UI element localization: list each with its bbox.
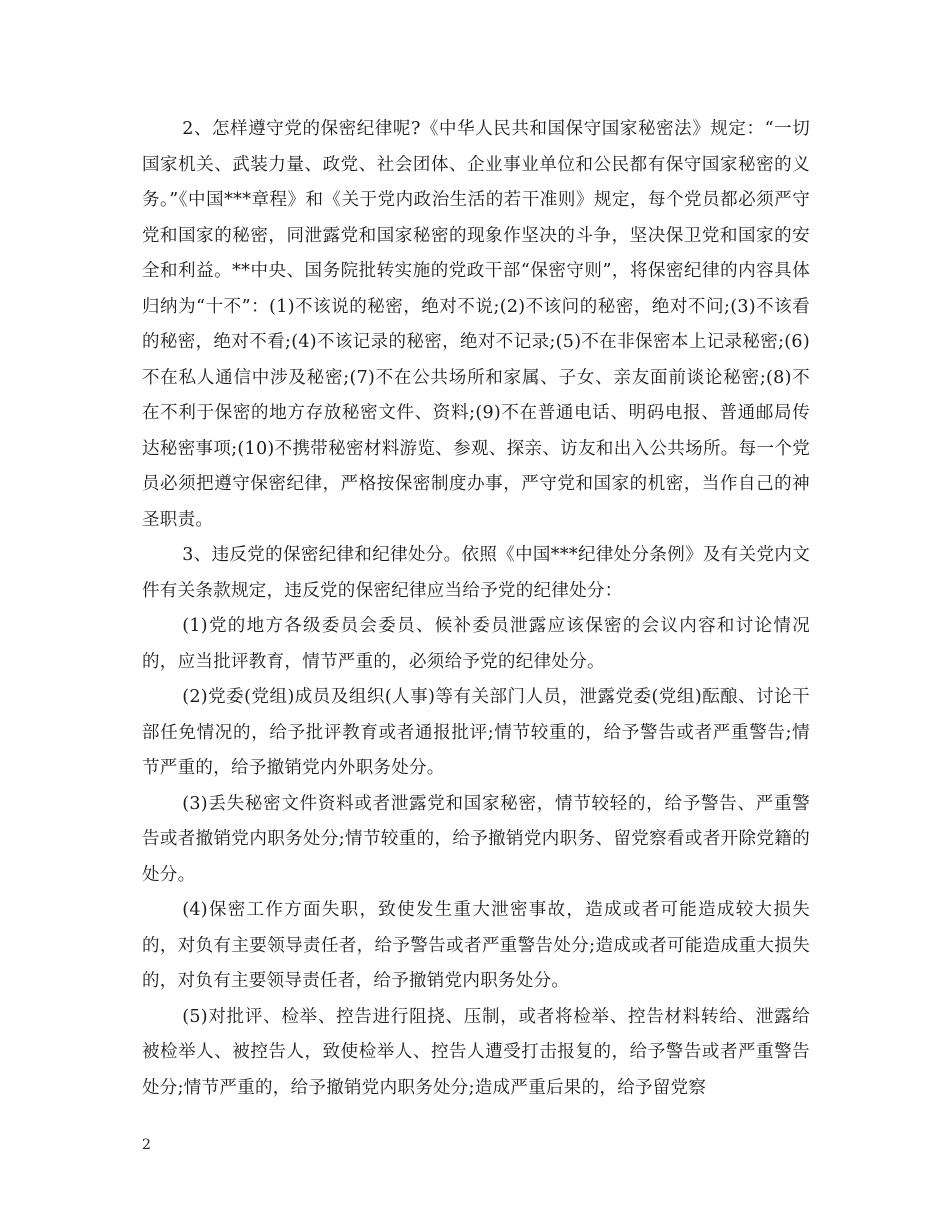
paragraph-violation-discipline: 3、违反党的保密纪律和纪律处分。依照《中国***纪律处分条例》及有关党内文件有关条款规定，违反党的保密纪律应当给予党的纪律处分： — [142, 545, 810, 601]
paragraph-item-3: (3)丢失秘密文件资料或者泄露党和国家秘密，情节较轻的，给予警告、严重警告或者撤销党内职务处分;情节较重的，给予撤销党内职务、留党察看或者开除党籍的处分。 — [142, 793, 810, 885]
paragraph-item-1: (1)党的地方各级委员会委员、候补委员泄露应该保密的会议内容和讨论情况的，应当批评教育，情节严重的，必须给予党的纪律处分。 — [142, 616, 810, 672]
paragraph-item-2: (2)党委(党组)成员及组织(人事)等有关部门人员，泄露党委(党组)酝酿、讨论干部任免情况的，给予批评教育或者通报批评;情节较重的，给予警告或者严重警告;情节严重的，给予撤销党内外职务处分。 — [142, 687, 810, 778]
document-body — [142, 112, 810, 1106]
page-number: 2 — [142, 1137, 151, 1153]
paragraph-item-4: (4)保密工作方面失职，致使发生重大泄密事故，造成或者可能造成较大损失的，对负有主要领导责任者，给予警告或者严重警告处分;造成或者可能造成重大损失的，对负有主要领导责任者，给予撤销党内职务处分。 — [142, 900, 810, 991]
paragraph-item-5: (5)对批评、检举、控告进行阻挠、压制，或者将检举、控告材料转给、泄露给被检举人、被控告人，致使检举人、控告人遭受打击报复的，给予警告或者严重警告处分;情节严重的，给予撤销党内职务处分;造成严重后果的，给予留党察 — [142, 1006, 810, 1098]
paragraph-confidentiality-rules: 2、怎样遵守党的保密纪律呢?《中华人民共和国保守国家秘密法》规定：“一切国家机关、武装力量、政党、社会团体、企业事业单位和公民都有保守国家秘密的义务。”《中国***章程》和《关于党内政治生活的若干准则》规定，每个党员都必须严守党和国家的秘密，同泄露党和国家秘密的现象作坚决的斗争，坚决保卫党和国家的安全和利益。**中央、国务院批转实施的党政干部“保密守则”，将保密纪律的内容具体归纳为“十不”：(1)不该说的秘密，绝对不说;(2)不该问的秘密，绝对不问;(3)不该看的秘密，绝对不看;(4)不该记录的秘密，绝对不记录;(5)不在非保密本上记录秘密;(6)不在私人通信中涉及秘密;(7)不在公共场所和家属、子女、亲友面前谈论秘密;(8)不在不利于保密的地方存放秘密文件、资料;(9)不在普通电话、明码电报、普通邮局传达秘密事项;(10)不携带秘密材料游览、参观、探亲、访友和出入公共场所。每一个党员必须把遵守保密纪律，严格按保密制度办事，严守党和国家的机密，当作自己的神圣职责。 — [142, 119, 810, 530]
